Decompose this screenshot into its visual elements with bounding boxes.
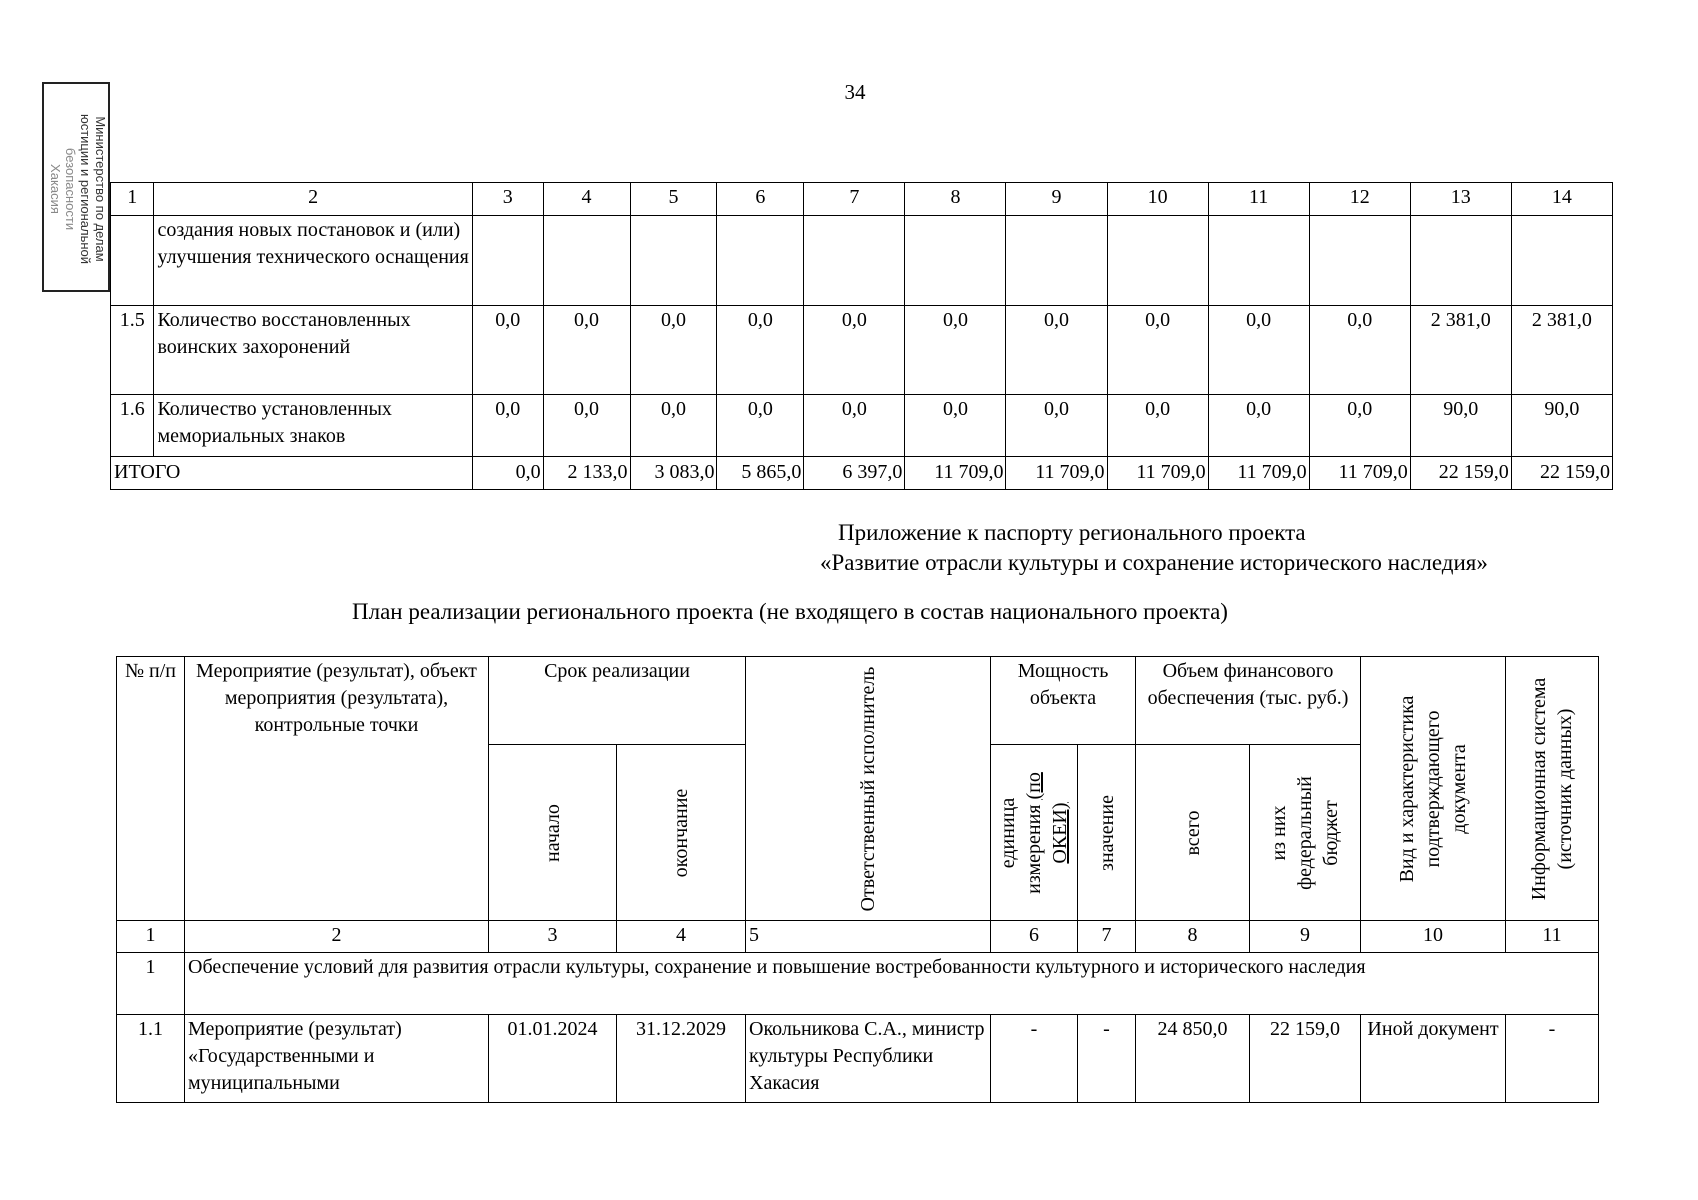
stamp-line: Министерство по делам: [93, 116, 108, 262]
row-index: 1.6: [111, 395, 154, 457]
page-number: 34: [844, 80, 866, 104]
cell-value: 2 381,0: [1410, 306, 1511, 395]
col-number: 11: [1208, 183, 1309, 216]
cell-value: 90,0: [1410, 395, 1511, 457]
header-end: окончание: [617, 745, 746, 921]
col-number: 8: [1136, 921, 1250, 953]
table-row: [117, 1015, 1599, 1103]
total-value: 11 709,0: [1107, 457, 1208, 490]
row-label: Количество установленных мемориальных знаков: [154, 395, 472, 457]
col-number: 14: [1511, 183, 1612, 216]
col-number: 1: [111, 183, 154, 216]
implementation-plan-table: [116, 656, 1599, 1103]
total-value: 11 709,0: [1006, 457, 1107, 490]
cell-value: 0,0: [472, 395, 543, 457]
cell-value: 0,0: [905, 395, 1006, 457]
table-row: [111, 306, 1613, 395]
row-start: 01.01.2024: [489, 1015, 617, 1103]
stamp-line: юстиции и региональной: [78, 113, 93, 265]
row-end: 31.12.2029: [617, 1015, 746, 1103]
header-finance: Объем финансового обеспечения (тыс. руб.): [1136, 657, 1361, 745]
total-value: 3 083,0: [630, 457, 717, 490]
cell-value: 0,0: [630, 395, 717, 457]
row-federal: 22 159,0: [1250, 1015, 1361, 1103]
total-label: ИТОГО: [111, 457, 473, 490]
total-value: 5 865,0: [717, 457, 804, 490]
header-info: Информационная система (источник данных): [1506, 657, 1599, 921]
col-number: 3: [472, 183, 543, 216]
col-number: 7: [804, 183, 905, 216]
section-row: [117, 953, 1599, 1015]
cell-value: 0,0: [717, 306, 804, 395]
stamp-line: Хакасия: [48, 164, 63, 214]
row-label: Количество восстановленных воинских захоронений: [154, 306, 472, 395]
registration-stamp: [42, 82, 110, 292]
cell-value: 0,0: [905, 306, 1006, 395]
row-index: 1.5: [111, 306, 154, 395]
cell-value: 0,0: [1208, 306, 1309, 395]
total-value: 22 159,0: [1410, 457, 1511, 490]
header-responsible: Ответственный исполнитель: [746, 657, 991, 921]
section-num: 1: [117, 953, 185, 1015]
cell-value: 0,0: [804, 306, 905, 395]
col-number: 12: [1309, 183, 1410, 216]
header-term: Срок реализации: [489, 657, 746, 745]
col-number: 10: [1107, 183, 1208, 216]
header-total: всего: [1136, 745, 1250, 921]
col-number: 10: [1361, 921, 1506, 953]
plan-title: План реализации регионального проекта (не входящего в состав национального проекта): [352, 599, 1228, 624]
row-event: Мероприятие (результат) «Государственными и муниципальными: [185, 1015, 489, 1103]
col-number: 5: [746, 921, 991, 953]
stamp-line: безопасности: [63, 147, 78, 231]
cell-value: 0,0: [472, 306, 543, 395]
row-unit: -: [991, 1015, 1078, 1103]
header-row: [117, 657, 1599, 745]
total-value: 11 709,0: [1208, 457, 1309, 490]
header-doc: Вид и характеристика подтверждающего документа: [1361, 657, 1506, 921]
row-label: создания новых постановок и (или) улучшения технического оснащения: [154, 216, 472, 306]
cell-value: 90,0: [1511, 395, 1612, 457]
total-value: 11 709,0: [905, 457, 1006, 490]
cell-value: 0,0: [1309, 306, 1410, 395]
cell-value: 0,0: [804, 395, 905, 457]
cell-value: 0,0: [1107, 395, 1208, 457]
col-number: 4: [543, 183, 630, 216]
header-start: начало: [489, 745, 617, 921]
col-number: 6: [991, 921, 1078, 953]
col-number: 1: [117, 921, 185, 953]
column-number-row: [117, 921, 1599, 953]
appendix-line-1: Приложение к паспорту регионального проекта: [838, 520, 1306, 545]
appendix-line-2: «Развитие отрасли культуры и сохранение исторического наследия»: [820, 550, 1488, 575]
total-row: [111, 457, 1613, 490]
col-number: 2: [154, 183, 472, 216]
col-number: 4: [617, 921, 746, 953]
cell-value: 0,0: [1107, 306, 1208, 395]
row-total: 24 850,0: [1136, 1015, 1250, 1103]
header-value: значение: [1078, 745, 1136, 921]
col-number: 9: [1006, 183, 1107, 216]
cell-value: 0,0: [717, 395, 804, 457]
cell-value: 0,0: [1208, 395, 1309, 457]
total-value: 6 397,0: [804, 457, 905, 490]
cell-value: 0,0: [543, 306, 630, 395]
cell-value: 0,0: [1006, 395, 1107, 457]
column-number-row: [111, 183, 1613, 216]
row-responsible: Окольникова С.А., министр культуры Республики Хакасия: [746, 1015, 991, 1103]
total-value: 22 159,0: [1511, 457, 1612, 490]
row-info: -: [1506, 1015, 1599, 1103]
total-value: 0,0: [472, 457, 543, 490]
section-text: Обеспечение условий для развития отрасли культуры, сохранение и повышение востребованности культурного и исторического наследия: [185, 953, 1599, 1015]
col-number: 9: [1250, 921, 1361, 953]
cell-value: 2 381,0: [1511, 306, 1612, 395]
cell-value: 0,0: [543, 395, 630, 457]
col-number: 5: [630, 183, 717, 216]
row-doc: Иной документ: [1361, 1015, 1506, 1103]
cell-value: 0,0: [1006, 306, 1107, 395]
table-row: [111, 216, 1613, 306]
cell-value: 0,0: [1309, 395, 1410, 457]
col-number: 8: [905, 183, 1006, 216]
table-row: [111, 395, 1613, 457]
indicators-table: [110, 182, 1613, 490]
total-value: 2 133,0: [543, 457, 630, 490]
col-number: 11: [1506, 921, 1599, 953]
col-number: 3: [489, 921, 617, 953]
col-number: 2: [185, 921, 489, 953]
col-number: 7: [1078, 921, 1136, 953]
row-value: -: [1078, 1015, 1136, 1103]
header-capacity: Мощность объекта: [991, 657, 1136, 745]
cell-value: 0,0: [630, 306, 717, 395]
header-federal: из них федеральный бюджет: [1250, 745, 1361, 921]
header-event: Мероприятие (результат), объект мероприятия (результата), контрольные точки: [185, 657, 489, 921]
header-unit: единица измерения (по ОКЕИ): [991, 745, 1078, 921]
col-number: 13: [1410, 183, 1511, 216]
total-value: 11 709,0: [1309, 457, 1410, 490]
col-number: 6: [717, 183, 804, 216]
header-num: № п/п: [117, 657, 185, 921]
row-num: 1.1: [117, 1015, 185, 1103]
